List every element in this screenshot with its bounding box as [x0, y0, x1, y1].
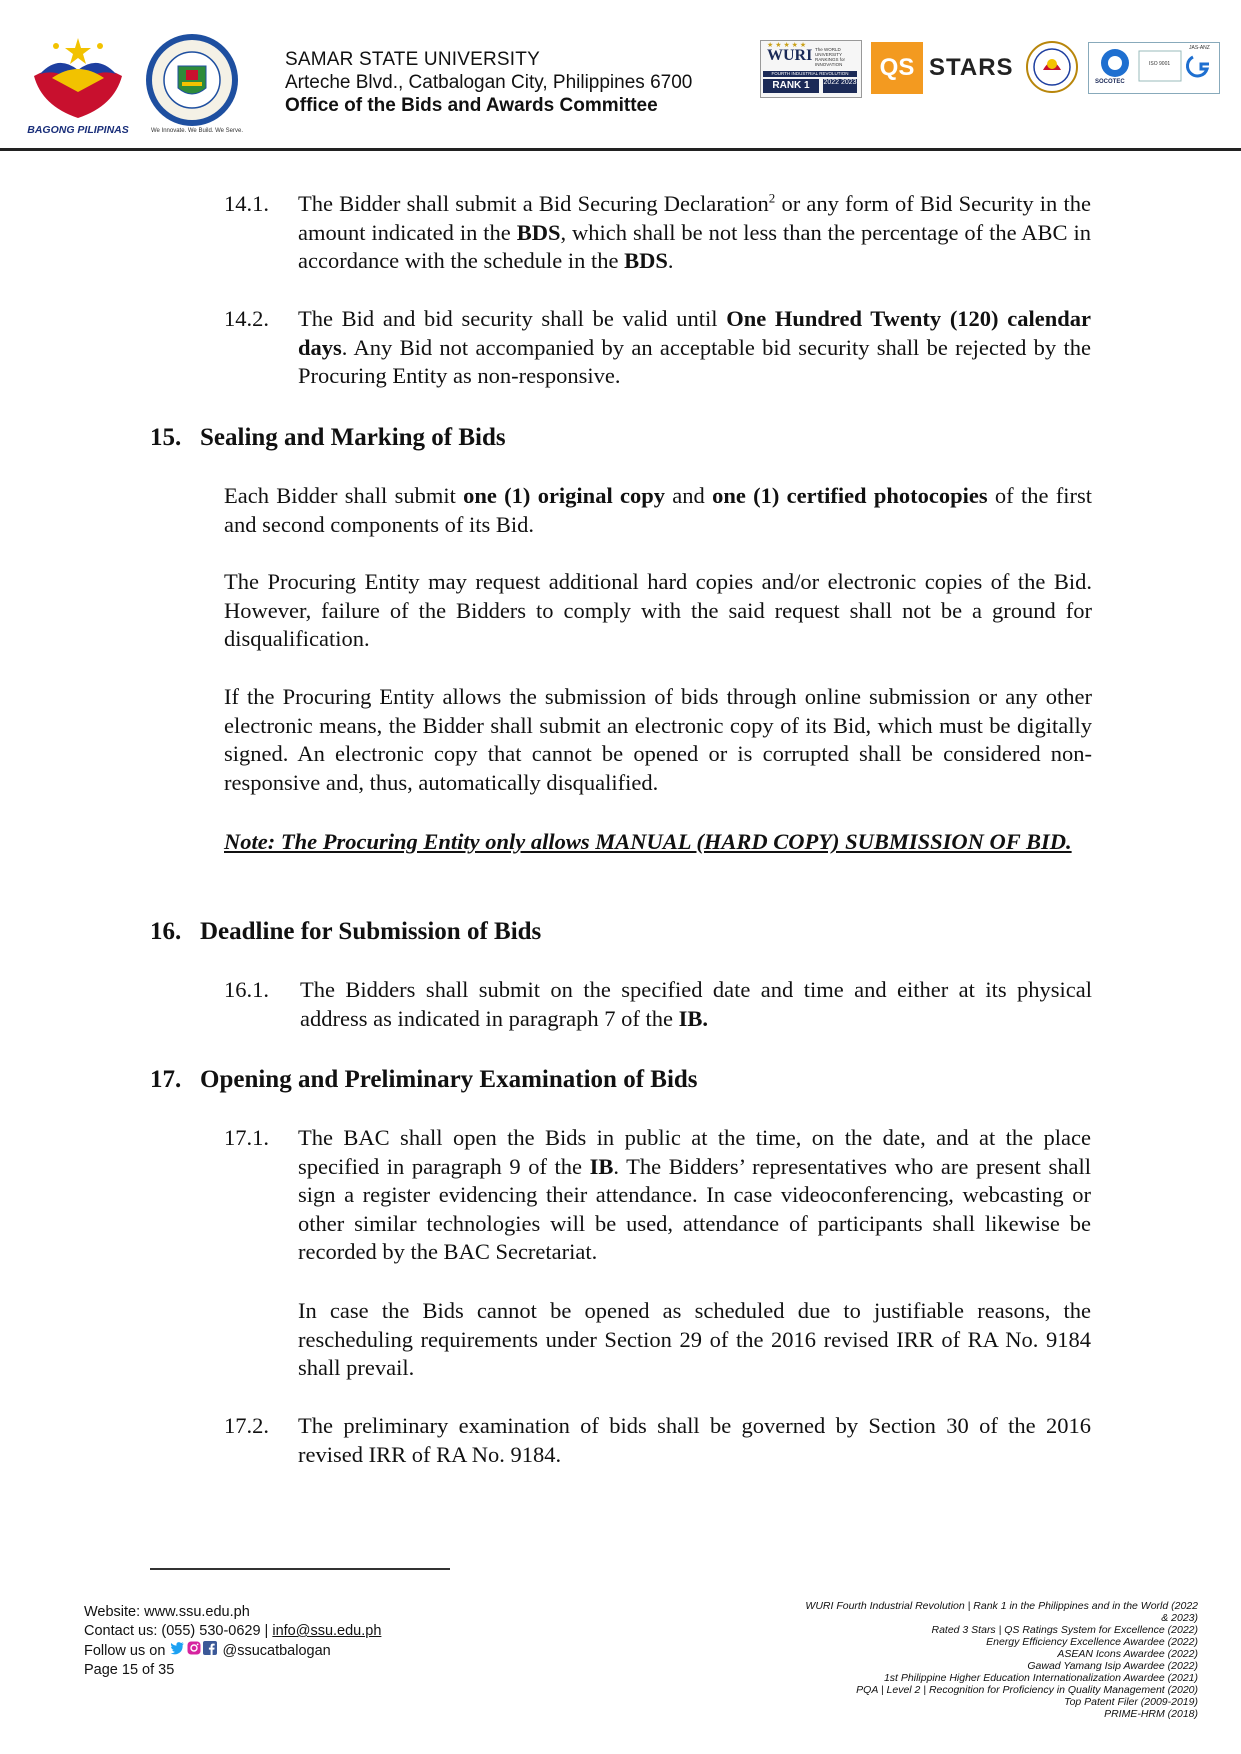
original-copy-term: one (1) original copy — [463, 483, 665, 508]
paragraph-15-copies — [224, 482, 1092, 539]
seal-caption: We Innovate. We Build. We Serve. — [150, 128, 244, 134]
paragraph-15-additional: The Procuring Entity may request additional hard copies and/or electronic copies of the Bid. However, failure of the Bidders to comply with the said request shall not be a ground for disqualification. — [224, 569, 1092, 651]
page-number: Page 15 of 35 — [84, 1662, 175, 1678]
submission-note: Note: The Procuring Entity only allows MANUAL (HARD COPY) SUBMISSION OF BID. — [224, 829, 1072, 854]
qs-logo: QS — [871, 42, 923, 94]
award-item: 1st Philippine Higher Education Internationalization Awardee (2021) — [883, 1672, 1198, 1684]
paragraph-text: Each Bidder shall submit — [224, 483, 464, 508]
validity-period: One Hundred Twenty (120) calendar days — [298, 306, 1091, 360]
bds-term: BDS — [624, 248, 668, 273]
star-icons: ★ ★ ★ ★ ★ — [767, 42, 807, 49]
clause-text: . Any Bid not accompanied by an acceptable bid security shall be rejected by the Procuring Entity as non-responsive. — [298, 334, 1091, 388]
award-item: ASEAN Icons Awardee (2022) — [1057, 1648, 1198, 1660]
jas-anz-label: JAS-ANZ — [1189, 45, 1210, 51]
qs-stars-label: STARS — [929, 54, 1014, 81]
paragraph-text: and — [664, 483, 713, 508]
awards-list — [798, 1600, 1198, 1720]
ib-term: IB — [589, 1153, 614, 1179]
clause-number: 17.2. — [224, 1413, 269, 1438]
award-item: Top Patent Filer (2009-2019) — [1064, 1696, 1198, 1708]
clause-text: , which shall be not less than the percentage of the ABC in accordance with the schedule in the — [298, 219, 1091, 273]
social-handle: @ssucatbalogan — [222, 1642, 331, 1659]
footnote-divider — [150, 1568, 450, 1570]
section-heading-17: 17. Opening and Preliminary Examination of Bids — [150, 1066, 698, 1093]
clause-text: The Bidders shall submit on the specified date and time and either at its physical address as indicated in paragraph 7 of the — [300, 977, 1092, 1031]
paragraph-15-electronic: If the Procuring Entity allows the submission of bids through online submission or any other electronic means, the Bidder shall submit an electronic copy of its Bid, which must be digitally signed. An electronic copy that cannot be opened or is corrupted shall be considered non-responsive and, thus, automatically disqualified. — [224, 684, 1092, 795]
award-item: WURI Fourth Industrial Revolution | Rank 1 in the Philippines and in the World (2022 & 2023) — [805, 1600, 1198, 1624]
wuri-band: FOURTH INDUSTRIAL REVOLUTION — [763, 71, 857, 77]
clause-text: The BAC shall open the Bids in public at the time, on the date, and at the place specified in paragraph 9 of the — [298, 1125, 1091, 1179]
clause-text: The Bid and bid security shall be valid until — [298, 306, 727, 331]
footnote-ref: 2 — [768, 190, 776, 206]
award-item: Energy Efficiency Excellence Awardee (2022) — [986, 1636, 1198, 1648]
wuri-title: WURI — [767, 47, 813, 64]
footer-contact — [84, 1603, 381, 1680]
contact-line — [84, 1622, 381, 1641]
socotec-label: SOCOTEC — [1095, 79, 1125, 85]
twitter-icon[interactable] — [170, 1641, 185, 1661]
clause-text: . — [667, 248, 674, 273]
website-line: Website: www.ssu.edu.ph — [84, 1604, 250, 1620]
wuri-subtitle: The WORLD UNIVERSITY RANKINGS for INNOVATION — [815, 47, 846, 67]
clause-number: 16.1. — [224, 977, 269, 1002]
clause-number: 17.1. — [224, 1125, 269, 1150]
bds-term: BDS — [516, 219, 561, 245]
award-item: Gawad Yamang Isip Awardee (2022) — [1027, 1660, 1198, 1672]
clause-text: . The Bidders’ representatives who are present shall sign a register evidencing their attendance. In case videoconferencing, webcasting or other similar technologies will be used, attendance of participants shall likewise be recorded by the BAC Secretariat. — [298, 1153, 1091, 1264]
clause-17-1-rescheduling: In case the Bids cannot be opened as scheduled due to justifiable reasons, the rescheduling requirements under Section 29 of the 2016 revised IRR of RA No. 9184 shall prevail. — [298, 1298, 1091, 1380]
facebook-icon[interactable] — [203, 1641, 217, 1661]
contact-phone: Contact us: (055) 530-0629 | — [84, 1623, 273, 1639]
clause-17-2: The preliminary examination of bids shall be governed by Section 30 of the 2016 revised IRR of RA No. 9184. — [298, 1413, 1091, 1467]
clause-17-1 — [298, 1124, 1091, 1267]
office-name: Office of the Bids and Awards Committee — [285, 95, 658, 116]
social-line — [84, 1641, 381, 1661]
clause-number: 14.2. — [224, 306, 269, 331]
follow-label: Follow us on — [84, 1642, 170, 1659]
clause-16-1 — [300, 976, 1092, 1033]
email-link[interactable]: info@ssu.edu.ph — [272, 1623, 382, 1639]
award-item: PQA | Level 2 | Recognition for Proficiency in Quality Management (2020) — [856, 1684, 1198, 1696]
wuri-rank: RANK 1 — [763, 79, 819, 93]
clause-text: or any form of Bid Security in the amount indicated in the — [298, 191, 1091, 245]
university-address: Arteche Blvd., Catbalogan City, Philippines 6700 — [285, 72, 693, 93]
photocopies-term: one (1) certified photocopies — [712, 483, 988, 508]
clause-number: 14.1. — [224, 191, 269, 216]
award-item: PRIME-HRM (2018) — [1104, 1708, 1198, 1720]
paragraph-text: of the first and second components of its Bid. — [224, 483, 1092, 537]
clause-text: The Bidder shall submit a Bid Securing Declaration — [298, 191, 769, 216]
university-name: SAMAR STATE UNIVERSITY — [285, 49, 540, 70]
award-item: Rated 3 Stars | QS Ratings System for Excellence (2022) — [931, 1624, 1198, 1636]
wuri-year: 2022 2023 — [823, 79, 857, 93]
clause-14-2 — [298, 305, 1091, 391]
instagram-icon[interactable] — [187, 1641, 201, 1661]
iso-label: ISO 9001 — [1149, 61, 1171, 67]
bagong-pilipinas-caption: BAGONG PILIPINAS — [27, 124, 129, 136]
ib-term: IB. — [678, 1005, 709, 1031]
clause-14-1 — [298, 190, 1091, 276]
section-heading-15: 15. Sealing and Marking of Bids — [150, 424, 506, 451]
section-heading-16: 16. Deadline for Submission of Bids — [150, 918, 542, 945]
